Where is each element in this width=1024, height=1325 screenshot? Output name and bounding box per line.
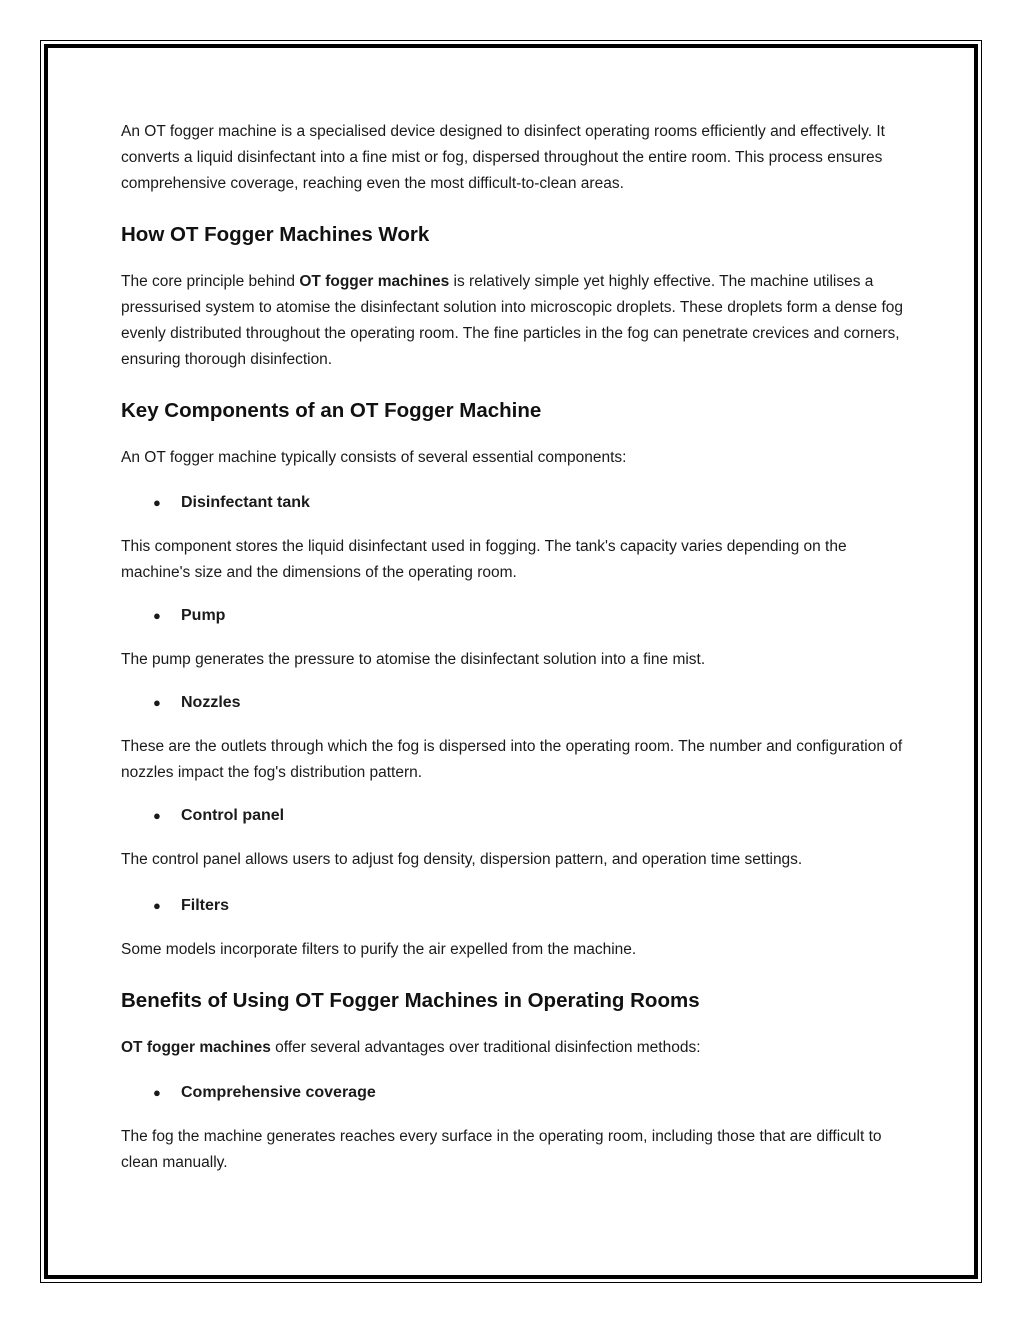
bullet-title: Control panel xyxy=(181,807,285,824)
section-heading-key-components: Key Components of an OT Fogger Machine xyxy=(121,399,542,422)
bold-term: OT fogger machines xyxy=(299,273,450,290)
bullet-dot-icon: ● xyxy=(153,495,161,510)
paragraph-text: offer several advantages over traditional disinfection methods: xyxy=(270,1039,701,1056)
bullet-disinfectant-tank xyxy=(121,490,911,516)
bullet-title: Filters xyxy=(181,897,230,914)
intro-paragraph: An OT fogger machine is a specialised device designed to disinfect operating rooms efficiently and effectively. It converts a liquid disinfectant into a fine mist or fog, dispersed throughout the entire room. This process ensures comprehensive coverage, reaching even the most difficult-to-clean areas. xyxy=(121,123,885,192)
bullet-dot-icon: ● xyxy=(153,898,161,913)
benefits-intro xyxy=(121,1035,911,1061)
bullet-dot-icon: ● xyxy=(153,695,161,710)
bullet-control-panel xyxy=(121,803,911,829)
section-heading-how-it-works: How OT Fogger Machines Work xyxy=(121,223,430,246)
comprehensive-coverage-description: The fog the machine generates reaches every surface in the operating room, including those that are difficult to clean manually. xyxy=(121,1128,882,1171)
bullet-pump xyxy=(121,603,911,629)
control-panel-description: The control panel allows users to adjust fog density, dispersion pattern, and operation time settings. xyxy=(121,851,803,868)
section-heading-benefits: Benefits of Using OT Fogger Machines in Operating Rooms xyxy=(121,989,700,1012)
bullet-title: Nozzles xyxy=(181,694,241,711)
filters-description: Some models incorporate filters to purify the air expelled from the machine. xyxy=(121,941,637,958)
bullet-title: Disinfectant tank xyxy=(181,494,310,511)
disinfectant-tank-description: This component stores the liquid disinfectant used in fogging. The tank's capacity varies depending on the machine's size and the dimensions of the operating room. xyxy=(121,538,847,581)
paragraph-text: The core principle behind xyxy=(121,273,300,290)
bullet-dot-icon: ● xyxy=(153,808,161,823)
bullet-filters xyxy=(121,893,911,919)
document-body xyxy=(121,119,911,1200)
paragraph-text: is relatively simple yet highly effective. The machine utilises a pressurised system to atomise the disinfectant solution into microscopic droplets. These droplets form a dense fog evenly distributed throughout the operating room. The fine particles in the fog can penetrate crevices and corners, ensuring thorough disinfection. xyxy=(121,273,903,368)
bullet-nozzles xyxy=(121,690,911,716)
bullet-comprehensive-coverage xyxy=(121,1080,911,1106)
pump-description: The pump generates the pressure to atomise the disinfectant solution into a fine mist. xyxy=(121,651,706,668)
nozzles-description: These are the outlets through which the fog is dispersed into the operating room. The number and configuration of nozzles impact the fog's distribution pattern. xyxy=(121,738,903,781)
bullet-dot-icon: ● xyxy=(153,1085,161,1100)
bold-term: OT fogger machines xyxy=(121,1039,271,1056)
bullet-title: Pump xyxy=(181,607,226,624)
bullet-dot-icon: ● xyxy=(153,608,161,623)
how-it-works-paragraph xyxy=(121,269,911,373)
key-components-intro: An OT fogger machine typically consists of several essential components: xyxy=(121,449,627,466)
bullet-title: Comprehensive coverage xyxy=(181,1084,376,1101)
